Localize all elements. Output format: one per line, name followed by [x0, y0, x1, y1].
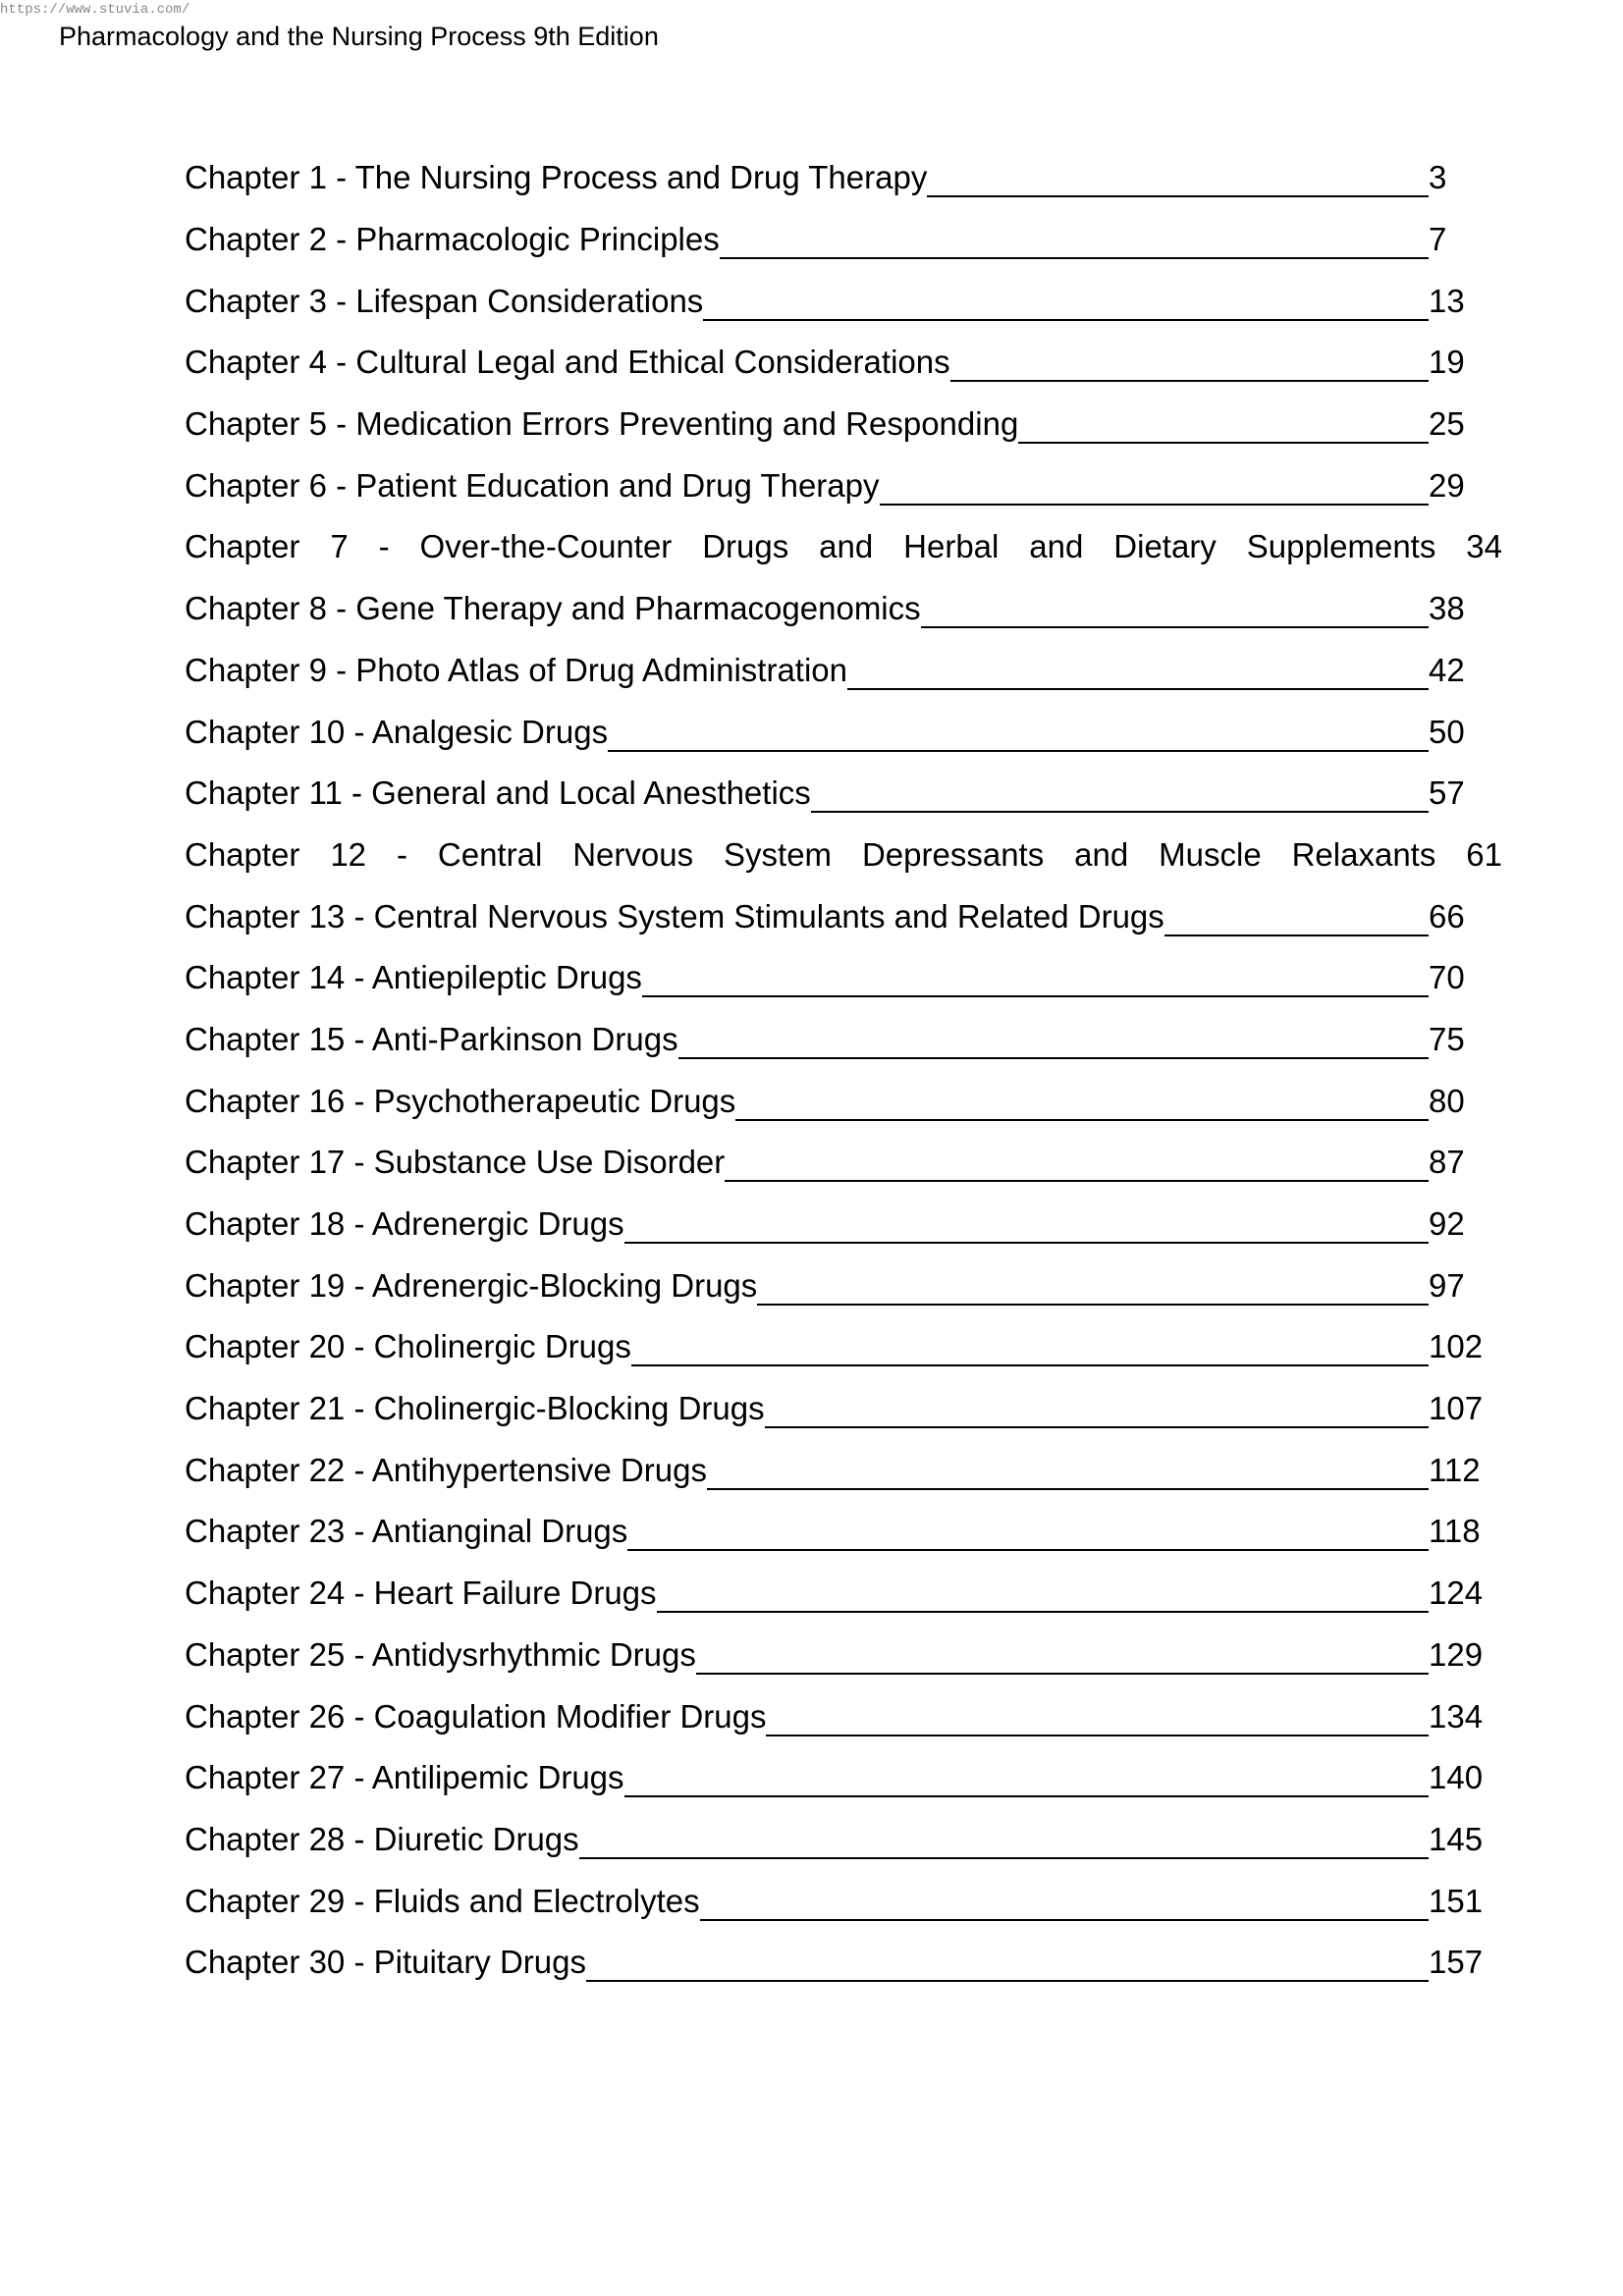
- toc-entry: [185, 332, 1502, 394]
- toc-entry-page: 140: [1429, 1759, 1484, 1796]
- toc-entry-title: Chapter 14 - Antiepileptic Drugs: [185, 959, 642, 996]
- toc-entry-page: 80: [1429, 1082, 1465, 1119]
- toc-entry: [185, 1070, 1502, 1132]
- toc-entry-title: Chapter 1 - The Nursing Process and Drug Therapy: [185, 159, 928, 196]
- leader-line: [696, 1639, 1429, 1675]
- leader-line: [678, 1024, 1429, 1059]
- toc-entry: [185, 825, 1502, 886]
- toc-entry-title: Chapter 21 - Cholinergic-Blocking Drugs: [185, 1390, 765, 1427]
- toc-entry-page: 29: [1429, 466, 1465, 504]
- toc-entry-title: Chapter 17 - Substance Use Disorder: [185, 1144, 726, 1181]
- toc-entry-title: Chapter 16 - Psychotherapeutic Drugs: [185, 1082, 736, 1119]
- document-title: Pharmacology and the Nursing Process 9th Edition: [59, 22, 659, 51]
- toc-entry: [185, 578, 1502, 640]
- toc-entry-title: Chapter 9 - Photo Atlas of Drug Administration: [185, 651, 848, 688]
- source-url: https://www.stuvia.com/: [0, 2, 190, 18]
- toc-entry-title: Chapter 20 - Cholinergic Drugs: [185, 1328, 631, 1365]
- toc-entry-title: Chapter 23 - Antianginal Drugs: [185, 1513, 628, 1550]
- toc-entry: [185, 1870, 1502, 1932]
- toc-entry: [185, 270, 1502, 332]
- toc-entry: [185, 1194, 1502, 1255]
- toc-entry: [185, 1132, 1502, 1194]
- toc-entry-page: 7: [1429, 221, 1447, 258]
- toc-entry: [185, 1747, 1502, 1809]
- toc-entry-page: 19: [1429, 344, 1465, 381]
- toc-entry-title: Chapter 30 - Pituitary Drugs: [185, 1944, 587, 1981]
- toc-entry: [185, 1932, 1502, 1994]
- toc-entry: [185, 147, 1502, 209]
- toc-entry-page: 145: [1429, 1820, 1484, 1857]
- toc-entry: [185, 1685, 1502, 1747]
- leader-line: [766, 1701, 1429, 1736]
- toc-entry-title: Chapter 18 - Adrenergic Drugs: [185, 1205, 624, 1243]
- toc-entry-title: Chapter 2 - Pharmacologic Principles: [185, 221, 720, 258]
- toc-entry-page: 70: [1429, 959, 1465, 996]
- leader-line: [631, 1331, 1429, 1366]
- toc-entry-title: Chapter 24 - Heart Failure Drugs: [185, 1575, 657, 1612]
- toc-entry: [185, 1563, 1502, 1625]
- leader-line: [707, 1455, 1429, 1490]
- toc-entry-page: 42: [1429, 651, 1465, 688]
- table-of-contents: [185, 147, 1502, 1994]
- toc-entry-title: Chapter 15 - Anti-Parkinson Drugs: [185, 1020, 678, 1057]
- toc-entry-page: 118: [1429, 1513, 1481, 1550]
- toc-entry-page: 107: [1429, 1390, 1484, 1427]
- toc-entry-page: 157: [1429, 1944, 1484, 1981]
- toc-entry-title: Chapter 12 - Central Nervous System Depressants and Muscle Relaxants: [185, 835, 1436, 873]
- leader-line: [950, 347, 1429, 382]
- toc-entry: [185, 1378, 1502, 1440]
- toc-entry: [185, 947, 1502, 1009]
- toc-entry-page: 112: [1429, 1451, 1481, 1488]
- leader-line: [627, 1516, 1429, 1551]
- toc-entry-page: 3: [1429, 159, 1447, 196]
- toc-entry-page: 124: [1429, 1575, 1484, 1612]
- toc-entry: [185, 640, 1502, 702]
- leader-line: [624, 1762, 1429, 1797]
- toc-entry-title: Chapter 6 - Patient Education and Drug Therapy: [185, 466, 880, 504]
- toc-entry-title: Chapter 27 - Antilipemic Drugs: [185, 1759, 624, 1796]
- toc-entry-title: Chapter 19 - Adrenergic-Blocking Drugs: [185, 1266, 758, 1304]
- leader-line: [1164, 901, 1429, 936]
- toc-entry-page: 61: [1466, 835, 1502, 873]
- leader-line: [1018, 408, 1429, 444]
- toc-entry: [185, 701, 1502, 763]
- toc-entry: [185, 763, 1502, 825]
- leader-line: [700, 1886, 1429, 1921]
- toc-entry: [185, 1316, 1502, 1378]
- toc-entry: [185, 1501, 1502, 1563]
- toc-entry-title: Chapter 8 - Gene Therapy and Pharmacogenomics: [185, 590, 921, 627]
- toc-entry: [185, 1255, 1502, 1316]
- toc-entry-page: 66: [1429, 897, 1465, 934]
- toc-entry-page: 57: [1429, 774, 1465, 812]
- toc-entry-title: Chapter 11 - General and Local Anesthetics: [185, 774, 811, 812]
- leader-line: [880, 470, 1430, 506]
- leader-line: [608, 717, 1429, 752]
- toc-entry: [185, 394, 1502, 455]
- toc-entry-page: 102: [1429, 1328, 1484, 1365]
- toc-entry-title: Chapter 26 - Coagulation Modifier Drugs: [185, 1697, 767, 1735]
- toc-entry-title: Chapter 4 - Cultural Legal and Ethical Considerations: [185, 344, 950, 381]
- toc-entry: [185, 209, 1502, 271]
- leader-line: [735, 1086, 1429, 1121]
- leader-line: [927, 162, 1429, 197]
- toc-entry-page: 34: [1466, 528, 1503, 565]
- toc-entry-page: 134: [1429, 1697, 1484, 1735]
- toc-entry: [185, 516, 1502, 578]
- toc-entry-title: Chapter 5 - Medication Errors Preventing and Responding: [185, 405, 1019, 443]
- leader-line: [847, 655, 1429, 690]
- leader-line: [642, 962, 1429, 997]
- leader-line: [757, 1270, 1429, 1306]
- toc-entry: [185, 1439, 1502, 1501]
- toc-entry: [185, 1625, 1502, 1686]
- toc-entry-title: Chapter 29 - Fluids and Electrolytes: [185, 1882, 700, 1919]
- toc-entry-title: Chapter 22 - Antihypertensive Drugs: [185, 1451, 707, 1488]
- toc-entry-page: 75: [1429, 1020, 1465, 1057]
- toc-entry: [185, 885, 1502, 947]
- toc-entry-page: 50: [1429, 713, 1465, 750]
- toc-entry-title: Chapter 13 - Central Nervous System Stimulants and Related Drugs: [185, 897, 1164, 934]
- toc-entry-page: 151: [1429, 1882, 1484, 1919]
- leader-line: [586, 1947, 1429, 1982]
- toc-entry-page: 97: [1429, 1266, 1465, 1304]
- toc-entry: [185, 1809, 1502, 1871]
- leader-line: [921, 593, 1429, 628]
- leader-line: [657, 1577, 1429, 1613]
- leader-line: [720, 224, 1429, 259]
- toc-entry-title: Chapter 28 - Diuretic Drugs: [185, 1820, 579, 1857]
- toc-entry-title: Chapter 10 - Analgesic Drugs: [185, 713, 609, 750]
- toc-entry-page: 92: [1429, 1205, 1465, 1243]
- leader-line: [811, 777, 1429, 813]
- toc-entry-page: 129: [1429, 1635, 1484, 1673]
- toc-entry: [185, 454, 1502, 516]
- toc-entry: [185, 1009, 1502, 1071]
- toc-entry-title: Chapter 25 - Antidysrhythmic Drugs: [185, 1635, 696, 1673]
- leader-line: [624, 1208, 1429, 1244]
- leader-line: [725, 1147, 1429, 1182]
- toc-entry-page: 13: [1429, 282, 1465, 319]
- toc-entry-page: 25: [1429, 405, 1465, 443]
- leader-line: [765, 1393, 1429, 1428]
- leader-line: [703, 286, 1429, 321]
- toc-entry-title: Chapter 7 - Over-the-Counter Drugs and Herbal and Dietary Supplements: [185, 528, 1436, 565]
- toc-entry-title: Chapter 3 - Lifespan Considerations: [185, 282, 704, 319]
- leader-line: [579, 1824, 1429, 1859]
- toc-entry-page: 87: [1429, 1144, 1465, 1181]
- toc-entry-page: 38: [1429, 590, 1465, 627]
